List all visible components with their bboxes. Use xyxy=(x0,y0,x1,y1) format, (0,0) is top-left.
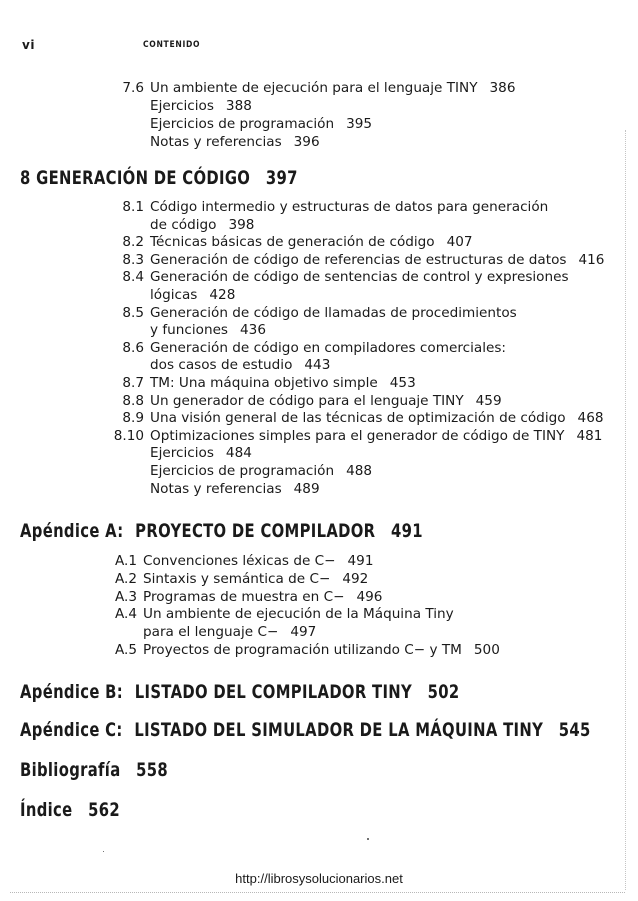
toc-entry-ejercicios-programacion xyxy=(112,116,592,134)
entry-number: 8.4 xyxy=(122,269,144,286)
chapter-heading-8 xyxy=(20,167,298,189)
bibliografia-heading xyxy=(20,759,168,781)
entry-page: 496 xyxy=(356,588,383,605)
entry-page: 459 xyxy=(475,392,502,409)
entry-title: Optimizaciones simples para el generador de código de TINY 481 xyxy=(150,427,603,444)
chapter-title: 8 GENERACIÓN DE CÓDIGO xyxy=(20,167,251,189)
entry-number: 7.6 xyxy=(122,80,144,96)
indice-heading xyxy=(20,799,120,821)
entry-page: 407 xyxy=(446,234,473,251)
appendix-title: LISTADO DEL SIMULADOR DE LA MÁQUINA TINY xyxy=(134,719,544,741)
toc-entry xyxy=(112,269,612,304)
appendix-b-heading xyxy=(20,681,460,703)
entry-page: 388 xyxy=(225,98,252,114)
entry-number: 8.7 xyxy=(122,375,144,391)
entry-page: 398 xyxy=(228,216,255,233)
appendix-page: 545 xyxy=(558,719,591,741)
appendix-label: Apéndice C: xyxy=(20,719,123,741)
entry-number: A.5 xyxy=(114,642,137,658)
scan-speck xyxy=(367,838,369,840)
entry-title: Ejercicios 388 xyxy=(150,98,252,114)
entry-page: 491 xyxy=(347,553,374,569)
toc-entry-7-6 xyxy=(112,80,592,98)
toc-entry xyxy=(105,553,605,571)
entry-number: 8.2 xyxy=(122,234,144,251)
chapter-page: 397 xyxy=(265,167,298,189)
entry-title: Notas y referencias 396 xyxy=(150,134,320,150)
appendix-c-heading xyxy=(20,719,591,741)
toc-entry xyxy=(112,463,612,481)
entry-title: dos casos de estudio 443 xyxy=(150,357,331,374)
entry-title: Proyectos de programación utilizando C− y TM 500 xyxy=(143,642,500,658)
entry-page: 386 xyxy=(489,80,516,96)
entry-title: de código 398 xyxy=(150,216,255,233)
toc-entry xyxy=(112,199,612,234)
entry-page: 500 xyxy=(473,642,500,658)
toc-entry xyxy=(112,305,612,340)
running-title: CONTENIDO xyxy=(143,40,201,50)
toc-entry xyxy=(112,252,612,270)
entry-page: 468 xyxy=(577,410,604,427)
entry-page: 492 xyxy=(342,570,369,587)
entry-page: 436 xyxy=(240,322,266,339)
toc-entry xyxy=(112,375,612,393)
section-page: 562 xyxy=(88,799,120,821)
entry-number: A.1 xyxy=(114,553,137,569)
appendix-label: Apéndice B: xyxy=(20,681,124,703)
section-title: Bibliografía xyxy=(20,759,121,781)
entry-title: Generación de código de sentencias de control y expresiones xyxy=(150,269,569,286)
entry-number: 8.9 xyxy=(122,410,144,427)
toc-entry xyxy=(112,445,612,463)
entry-title: Técnicas básicas de generación de código 407 xyxy=(150,234,473,251)
entry-title: Un generador de código para el lenguaje TINY 459 xyxy=(150,392,502,409)
entry-title: Un ambiente de ejecución de la Máquina Tiny xyxy=(143,606,454,623)
entry-page: 416 xyxy=(578,251,605,268)
appendix-title: LISTADO DEL COMPILADOR TINY xyxy=(134,681,413,703)
entry-page: 396 xyxy=(293,134,320,150)
toc-entry xyxy=(112,481,612,499)
entry-number: A.4 xyxy=(114,606,137,623)
footer-url: http://librosysolucionarios.net xyxy=(235,871,403,886)
entry-number: 8.3 xyxy=(122,251,144,268)
entry-title: y funciones 436 xyxy=(150,322,266,339)
appendix-page: 502 xyxy=(427,681,460,703)
entry-title: Generación de código de llamadas de procedimientos xyxy=(150,304,517,321)
appendix-a-heading xyxy=(20,520,423,542)
toc-entry xyxy=(105,642,605,660)
entry-title: lógicas 428 xyxy=(150,286,236,303)
page-number: vi xyxy=(22,38,35,52)
scan-speck xyxy=(103,851,104,852)
toc-entry xyxy=(112,393,612,411)
toc-entry xyxy=(112,410,612,428)
entry-title: TM: Una máquina objetivo simple 453 xyxy=(150,375,416,391)
entry-title: Ejercicios de programación 488 xyxy=(150,463,373,479)
section-title: Índice xyxy=(20,799,73,821)
entry-page: 484 xyxy=(225,445,252,462)
appendix-title: PROYECTO DE COMPILADOR xyxy=(135,520,376,542)
entry-page: 428 xyxy=(209,286,236,303)
toc-entry xyxy=(112,234,612,252)
entry-number: 8.8 xyxy=(122,392,144,409)
entry-title: Programas de muestra en C− 496 xyxy=(143,588,383,605)
entry-number: 8.10 xyxy=(113,427,144,444)
toc-entry xyxy=(105,606,605,642)
entry-title: Código intermedio y estructuras de datos para generación xyxy=(150,199,549,215)
entry-title: Ejercicios 484 xyxy=(150,445,252,462)
entry-page: 481 xyxy=(576,427,603,444)
page-edge-line xyxy=(625,130,626,890)
entry-number: A.2 xyxy=(114,570,137,587)
entry-page: 497 xyxy=(290,624,317,641)
toc-entry-ejercicios xyxy=(112,98,592,116)
toc-entry xyxy=(105,589,605,607)
entry-title: Un ambiente de ejecución para el lenguaje TINY 386 xyxy=(150,80,516,96)
entry-title: Sintaxis y semántica de C− 492 xyxy=(143,570,369,587)
entry-title: Ejercicios de programación 395 xyxy=(150,116,373,132)
toc-entry xyxy=(105,571,605,589)
entry-page: 489 xyxy=(293,480,320,497)
entry-title: Convenciones léxicas de C− 491 xyxy=(143,553,374,569)
toc-entry xyxy=(112,428,612,446)
entry-number: 8.5 xyxy=(122,304,144,321)
entry-page: 395 xyxy=(346,116,373,132)
entry-page: 453 xyxy=(389,375,416,391)
entry-page: 443 xyxy=(304,357,331,374)
entry-title: Generación de código en compiladores comerciales: xyxy=(150,339,506,356)
entry-title: para el lenguaje C− 497 xyxy=(143,624,317,641)
entry-number: A.3 xyxy=(114,588,137,605)
entry-page: 488 xyxy=(346,463,373,479)
section-page: 558 xyxy=(136,759,169,781)
appendix-page: 491 xyxy=(390,520,423,542)
toc-entry-notas xyxy=(112,134,592,152)
entry-number: 8.6 xyxy=(122,339,144,356)
appendix-label: Apéndice A: xyxy=(20,520,124,542)
toc-entry xyxy=(112,340,612,375)
entry-title: Generación de código de referencias de estructuras de datos 416 xyxy=(150,251,605,268)
entry-title: Notas y referencias 489 xyxy=(150,480,320,497)
entry-number: 8.1 xyxy=(122,199,144,215)
entry-title: Una visión general de las técnicas de optimización de código 468 xyxy=(150,410,604,427)
page-bottom-line xyxy=(10,892,625,893)
